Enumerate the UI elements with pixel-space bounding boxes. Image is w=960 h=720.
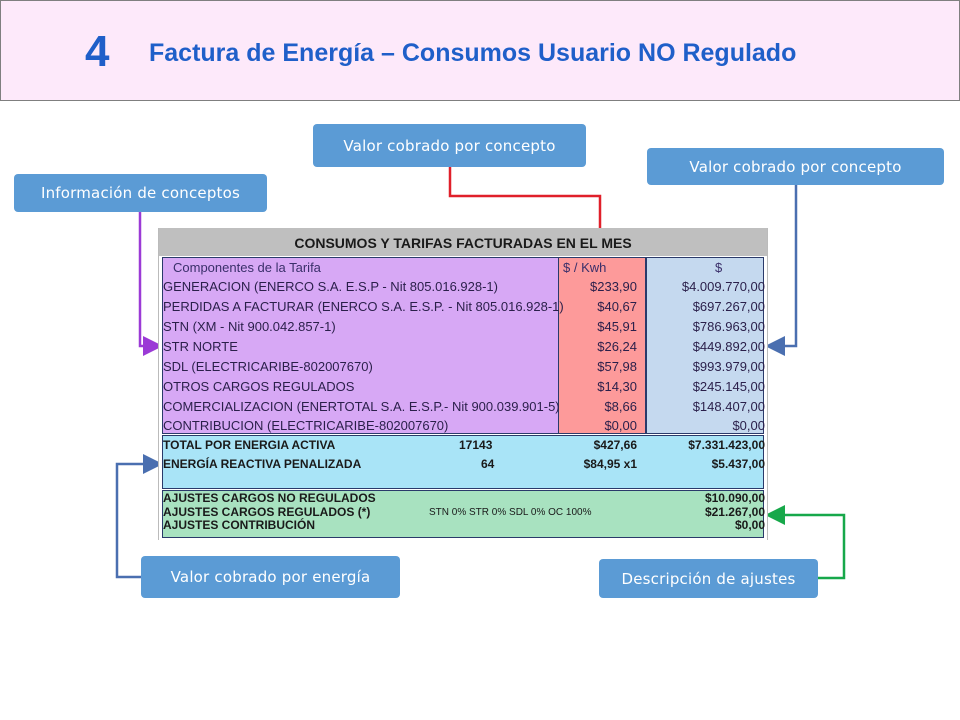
row-rate: $26,24 — [597, 339, 637, 354]
table-row — [159, 399, 767, 419]
adjustment-note: STN 0% STR 0% SDL 0% OC 100% — [429, 507, 592, 518]
callout-value-per-energy: Valor cobrado por energía — [141, 556, 400, 598]
callout-value-per-concept-top: Valor cobrado por concepto — [313, 124, 586, 167]
row-value: $697.267,00 — [692, 299, 765, 314]
row-value: $245.145,00 — [692, 379, 765, 394]
adjustment-row — [159, 491, 767, 506]
adjustment-value: $0,00 — [734, 518, 765, 532]
row-rate: $45,91 — [597, 319, 637, 334]
arrow-concepts — [140, 212, 158, 346]
table-header-row — [159, 260, 767, 280]
row-value: $148.407,00 — [692, 399, 765, 414]
total-row — [159, 457, 767, 477]
table-row — [159, 319, 767, 339]
adjustment-row — [159, 518, 767, 533]
adjustment-name: AJUSTES CARGOS NO REGULADOS — [163, 491, 376, 505]
table-row — [159, 339, 767, 359]
row-value: $993.979,00 — [692, 359, 765, 374]
row-name: CONTRIBUCION (ELECTRICARIBE-802007670) — [163, 418, 449, 433]
total-qty: 17143 — [459, 438, 493, 452]
row-value: $449.892,00 — [692, 339, 765, 354]
arrow-value — [770, 185, 796, 346]
column-header-name: Componentes de la Tarifa — [173, 260, 321, 275]
row-rate: $57,98 — [597, 359, 637, 374]
column-header-value: $ — [715, 260, 723, 275]
callout-value-per-concept-right: Valor cobrado por concepto — [647, 148, 944, 185]
row-value: $4.009.770,00 — [681, 279, 765, 294]
adjustment-name: AJUSTES CONTRIBUCIÓN — [163, 518, 316, 532]
table-row — [159, 279, 767, 299]
row-name: STN (XM - Nit 900.042.857-1) — [163, 319, 336, 334]
callout-adjustments-desc: Descripción de ajustes — [599, 559, 818, 598]
row-rate: $8,66 — [604, 399, 637, 414]
invoice-table — [158, 228, 768, 540]
adjustment-name: AJUSTES CARGOS REGULADOS (*) — [163, 505, 371, 519]
row-rate: $0,00 — [604, 418, 637, 433]
total-qty: 64 — [481, 457, 495, 471]
total-name: ENERGÍA REACTIVA PENALIZADA — [163, 457, 362, 471]
table-row — [159, 359, 767, 379]
slide-title: Factura de Energía – Consumos Usuario NO Regulado — [149, 39, 797, 67]
row-name: COMERCIALIZACION (ENERTOTAL S.A. E.S.P.- Nit 900.039.901-5) — [163, 399, 560, 414]
table-row — [159, 379, 767, 399]
slide-number: 4 — [85, 27, 110, 76]
row-name: STR NORTE — [163, 339, 238, 354]
adjustment-value: $21.267,00 — [704, 505, 765, 519]
total-value: $5.437,00 — [711, 457, 765, 471]
total-rate: $427,66 — [593, 438, 637, 452]
row-rate: $233,90 — [590, 279, 637, 294]
table-row — [159, 299, 767, 319]
column-header-rate: $ / Kwh — [563, 260, 607, 275]
row-value: $0,00 — [732, 418, 765, 433]
row-name: SDL (ELECTRICARIBE-802007670) — [163, 359, 373, 374]
total-row — [159, 438, 767, 458]
callout-concepts-info: Información de conceptos — [14, 174, 267, 212]
row-name: OTROS CARGOS REGULADOS — [163, 379, 355, 394]
invoice-title: CONSUMOS Y TARIFAS FACTURADAS EN EL MES — [159, 228, 767, 256]
row-name: PERDIDAS A FACTURAR (ENERCO S.A. E.S.P. - Nit 805.016.928-1) — [163, 299, 564, 314]
total-name: TOTAL POR ENERGIA ACTIVA — [163, 438, 336, 452]
row-rate: $40,67 — [597, 299, 637, 314]
total-value: $7.331.423,00 — [688, 438, 765, 452]
adjustment-value: $10.090,00 — [704, 491, 765, 505]
row-value: $786.963,00 — [692, 319, 765, 334]
total-rate: $84,95 x1 — [583, 457, 637, 471]
row-name: GENERACION (ENERCO S.A. E.S.P - Nit 805.016.928-1) — [163, 279, 498, 294]
table-row — [159, 418, 767, 438]
row-rate: $14,30 — [597, 379, 637, 394]
